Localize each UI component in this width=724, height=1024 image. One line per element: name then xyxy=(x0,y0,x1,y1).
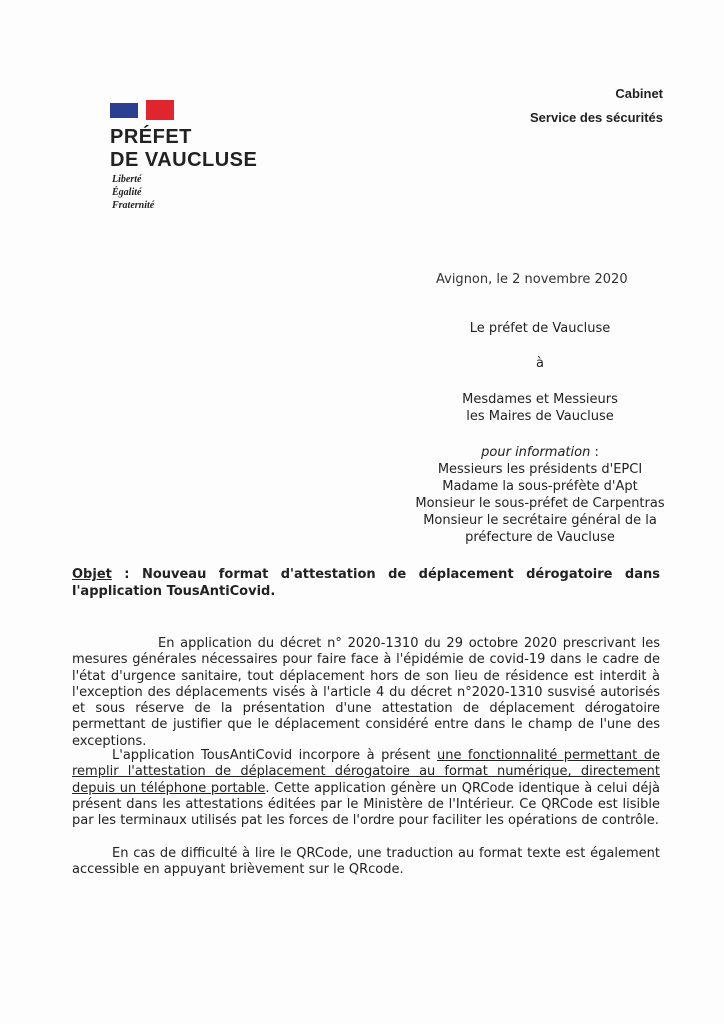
subject-separator: : xyxy=(111,567,142,582)
flag-red-block xyxy=(146,100,174,120)
motto-liberte: Liberté xyxy=(112,174,142,185)
info-suffix: : xyxy=(590,445,599,460)
subject-label: Objet xyxy=(72,567,112,582)
info-recipient-1: Messieurs les présidents d'EPCI xyxy=(437,462,643,477)
republic-motto xyxy=(112,173,232,212)
subject-line xyxy=(72,566,660,600)
info-heading xyxy=(380,444,700,461)
p2-underlined: une fonctionnalité permettant de remplir l'attestation de déplacement dérogatoire au format numérique, directement depuis un téléphone portable xyxy=(72,748,660,796)
motto-egalite: Égalité xyxy=(112,187,142,198)
logo-title-line1: PRÉFET xyxy=(110,126,192,148)
body-paragraph-1: En application du décret n° 2020-1310 du 29 octobre 2020 prescrivant les mesures générales nécessaires pour faire face à l'épidémie de covid-19 dans le cadre de l'état d'urgence sanitaire, tout déplacement hors de son lieu de résidence est interdit à l'exception des déplacements visés à l'article 4 du décret n°2020-1310 susvisé autorisés et sous réserve de la présentation d'une attestation de déplacement dérogatoire permettant de justifier que le déplacement considéré entre dans le champ de l'une des exceptions. xyxy=(72,636,660,749)
body-paragraph-2 xyxy=(72,748,660,829)
info-recipient-2: Madame la sous-préfète d'Apt xyxy=(442,479,638,494)
recipients-block xyxy=(380,320,700,546)
p2-end: . Cette application génère un QRCode identique à celui déjà présent dans les attestations éditées par le Ministère de l'Intérieur. Ce QRCode est lisible par les terminaux utilisés pat les forces de l'ordre pour faciliter les opérations de contrôle. xyxy=(72,780,660,829)
service-name: Service des sécurités xyxy=(530,110,663,125)
recipient-main-1: Mesdames et Messieurs xyxy=(462,392,618,407)
recipient-main-2: les Maires de Vaucluse xyxy=(466,409,614,424)
department-name: Cabinet xyxy=(615,86,663,101)
issuing-service xyxy=(530,82,663,130)
motto-fraternite: Fraternité xyxy=(112,200,155,211)
date-line: Avignon, le 2 novembre 2020 xyxy=(436,272,628,287)
sender: Le préfet de Vaucluse xyxy=(469,321,611,336)
body-paragraph-3: En cas de difficulté à lire le QRCode, une traduction au format texte est également accessible en appuyant brièvement sur le QRcode. xyxy=(72,846,660,878)
info-recipient-5: préfecture de Vaucluse xyxy=(465,530,615,545)
marianne-flag-icon xyxy=(110,100,174,120)
p2-start: L'application TousAntiCovid incorpore à présent xyxy=(112,748,437,763)
info-recipient-3: Monsieur le sous-préfet de Carpentras xyxy=(415,496,665,511)
subject-text: Nouveau format d'attestation de déplacement dérogatoire dans l'application TousAntiCovid. xyxy=(72,567,660,599)
info-recipient-4: Monsieur le secrétaire général de la xyxy=(423,513,657,528)
recipients-to: à xyxy=(536,356,544,371)
logo-title xyxy=(110,126,310,172)
flag-blue-block xyxy=(110,103,138,118)
info-label: pour information xyxy=(481,445,591,460)
logo-title-line2: DE VAUCLUSE xyxy=(110,149,258,171)
